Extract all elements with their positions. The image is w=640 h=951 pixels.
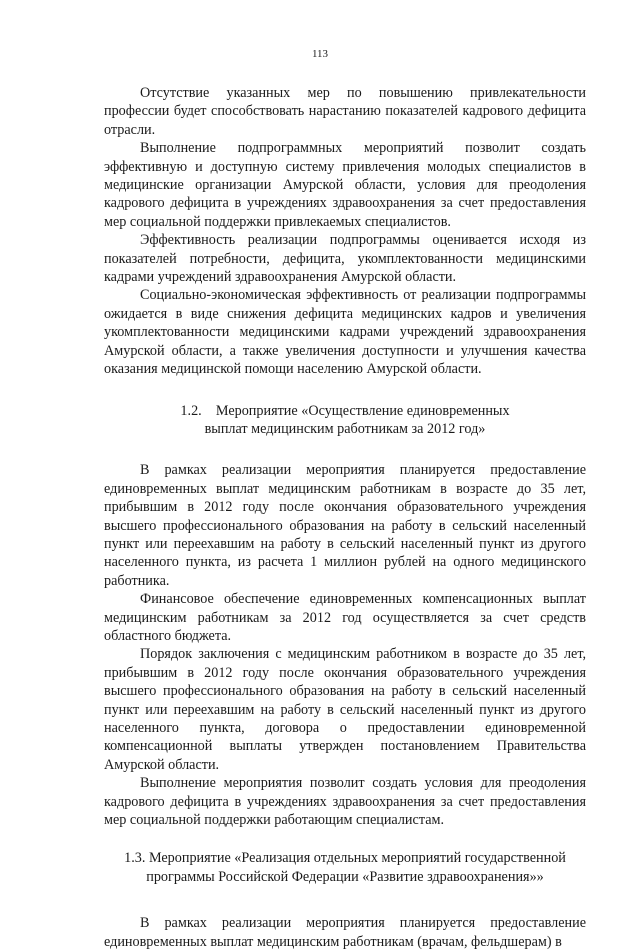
section-heading-1-3 [104, 849, 586, 886]
heading-line: 1.3. Мероприятие «Реализация отдельных мероприятий государственной [124, 850, 566, 867]
paragraph: В рамках реализации мероприятия планируется предоставление единовременных выплат медицинским работникам (врачам, фельдшерам) в [104, 915, 586, 950]
paragraph: Выполнение мероприятия позволит создать условия для преодоления кадрового дефицита в учреждениях здравоохранения за счет предоставления мер социальной поддержки работающим специалистам. [104, 775, 586, 829]
page-number: 113 [311, 48, 329, 60]
paragraph: Отсутствие указанных мер по повышению привлекательности профессии будет способствовать нарастанию показателей кадрового дефицита отрасли. [104, 85, 586, 138]
paragraph: Финансовое обеспечение единовременных компенсационных выплат медицинским работникам за 2012 год осуществляется за счет средств областного бюджета. [104, 591, 586, 644]
paragraph: В рамках реализации мероприятия планируется предоставление единовременных выплат медицинским работникам в возрасте до 35 лет, прибывшим в 2012 году после окончания образовательного учреждения высшего профессионального образования на работу в сельский населенный пункт или переехавшим на работу в сельский населенный пункт из другого населенного пункта, из расчета 1 миллион рублей на одного медицинского работника. [104, 462, 586, 589]
heading-line: программы Российской Федерации «Развитие здравоохранения»» [146, 868, 544, 885]
paragraph: Эффективность реализации подпрограммы оценивается исходя из показателей потребности, дефицита, укомплектованности медицинскими кадрами учреждений здравоохранения Амурской области. [104, 232, 586, 286]
section-heading-1-2 [104, 402, 586, 439]
heading-line: 1.2. Мероприятие «Осуществление единовременных [180, 402, 510, 419]
paragraph: Социально-экономическая эффективность от реализации подпрограммы ожидается в виде снижения дефицита медицинских кадров и увеличения укомплектованности медицинскими кадрами учреждений здравоохранения Амурской области, а также увеличения доступности и улучшения качества оказания медицинской помощи населению Амурской области. [104, 287, 586, 378]
page-body [104, 84, 586, 951]
heading-line: выплат медицинским работникам за 2012 год» [204, 420, 486, 437]
paragraph: Порядок заключения с медицинским работником в возрасте до 35 лет, прибывшим в 2012 году после окончания образовательного учреждения высшего профессионального образования на работу в сельский населенный пункт или переехавшим на работу в сельский населенный пункт из другого населенного пункта, договора о предоставлении единовременной компенсационной выплаты утвержден постановлением Правительства Амурской области. [104, 646, 586, 773]
paragraph: Выполнение подпрограммных мероприятий позволит создать эффективную и доступную систему привлечения молодых специалистов в медицинские организации Амурской области, условия для преодоления кадрового дефицита в учреждениях здравоохранения за счет предоставления мер социальной поддержки привлекаемых специалистов. [104, 140, 586, 230]
